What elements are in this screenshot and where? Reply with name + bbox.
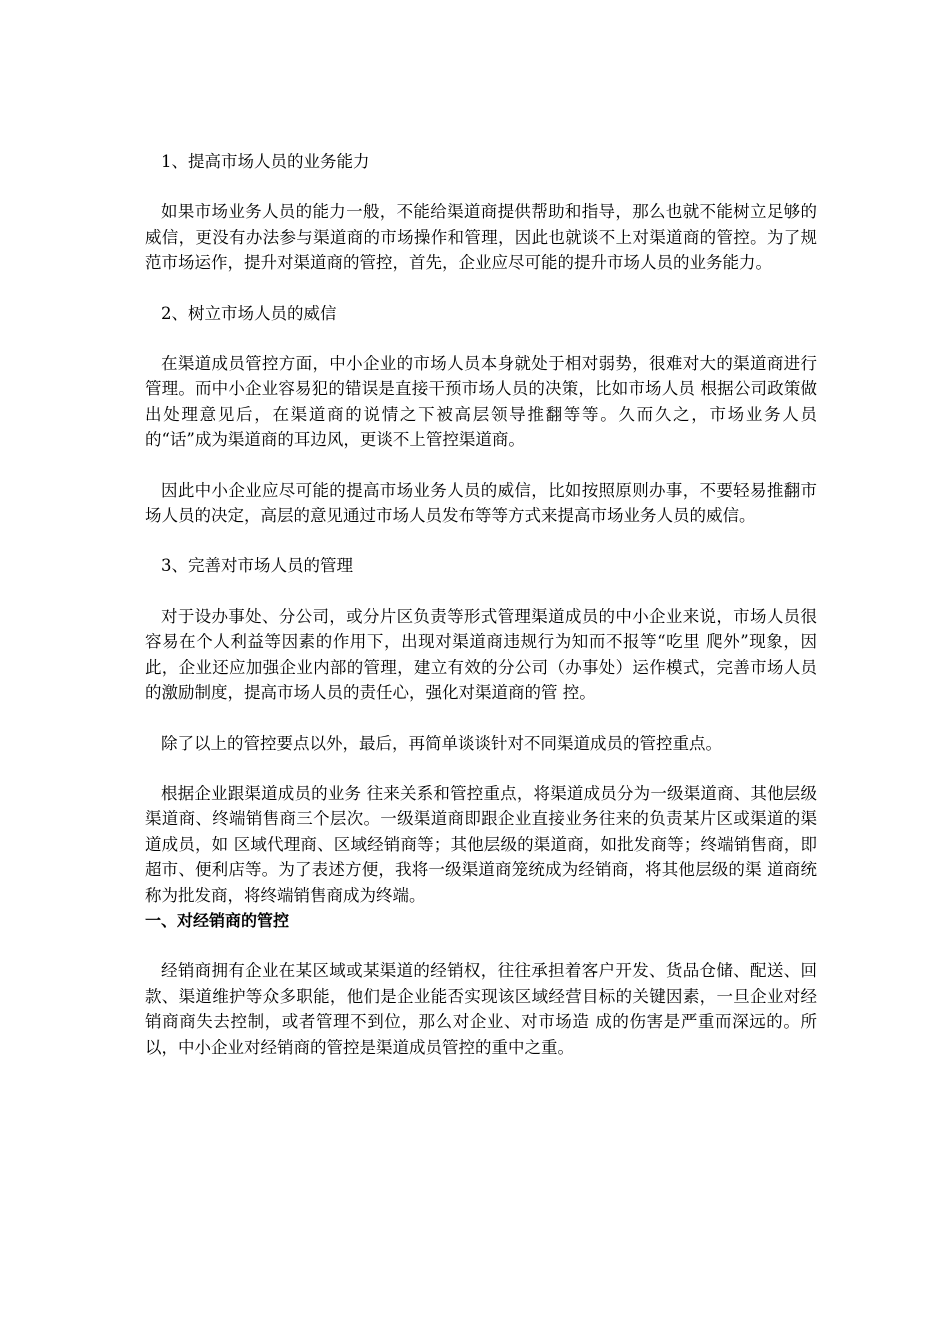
- paragraph-5: 除了以上的管控要点以外，最后，再简单谈谈针对不同渠道成员的管控重点。: [161, 733, 722, 753]
- section-heading-1: 1、提高市场人员的业务能力: [161, 152, 370, 171]
- bold-heading-distributor-control: 一、对经销商的管控: [145, 910, 290, 930]
- section-heading-2: 2、树立市场人员的威信: [161, 303, 337, 323]
- paragraph-3: 因此中小企业应尽可能的提高市场业务人员的威信，比如按照原则办事，不要轻易推翻市场人员的决定，高层的意见通过市场人员发布等等方式来提高市场业务人员的威信。: [145, 480, 817, 526]
- paragraph-1: 如果市场业务人员的能力一般，不能给渠道商提供帮助和指导，那么也就不能树立足够的威信，更没有办法参与渠道商的市场操作和管理，因此也就谈不上对渠道商的管控。为了规范市场运作，提升对渠道商的管控，首先，企业应尽可能的提升市场人员的业务能力。: [145, 202, 817, 273]
- paragraph-6: 根据企业跟渠道成员的业务 往来关系和管控重点，将渠道成员分为一级渠道商、其他层级渠道商、终端销售商三个层次。一级渠道商即跟企业直接业务往来的负责某片区或渠道的渠道成员，如 区域代理商、区域经销商等；其他层级的渠道商，如批发商等；终端销售商，即超市、便利店等。为了表述方便，我将一级渠道商笼统成为经销商，将其他层级的渠 道商统称为批发商，将终端销售商成为终端。: [145, 783, 817, 905]
- paragraph-2: 在渠道成员管控方面，中小企业的市场人员本身就处于相对弱势，很难对大的渠道商进行管理。而中小企业容易犯的错误是直接干预市场人员的决策，比如市场人员 根据公司政策做出处理意见后，在渠道商的说情之下被高层领导推翻等等。久而久之，市场业务人员的“话”成为渠道商的耳边风，更谈不上管控渠道商。: [145, 354, 817, 450]
- paragraph-7: 经销商拥有企业在某区域或某渠道的经销权，往往承担着客户开发、货品仓储、配送、回款、渠道维护等众多职能，他们是企业能否实现该区域经营目标的关键因素，一旦企业对经销商商失去控制，或者管理不到位，那么对企业、对市场造 成的伤害是严重而深远的。所以，中小企业对经销商的管控是渠道成员管控的重中之重。: [145, 961, 817, 1057]
- paragraph-4: 对于设办事处、分公司，或分片区负责等形式管理渠道成员的中小企业来说，市场人员很容易在个人利益等因素的作用下，出现对渠道商违规行为知而不报等“吃里 爬外”现象，因此，企业还应加强企业内部的管理，建立有效的分公司（办事处）运作模式，完善市场人员的激励制度，提高市场人员的责任心，强化对渠道商的管 控。: [145, 606, 817, 703]
- document-page: [145, 149, 817, 1085]
- section-heading-3: 3、完善对市场人员的管理: [161, 556, 353, 576]
